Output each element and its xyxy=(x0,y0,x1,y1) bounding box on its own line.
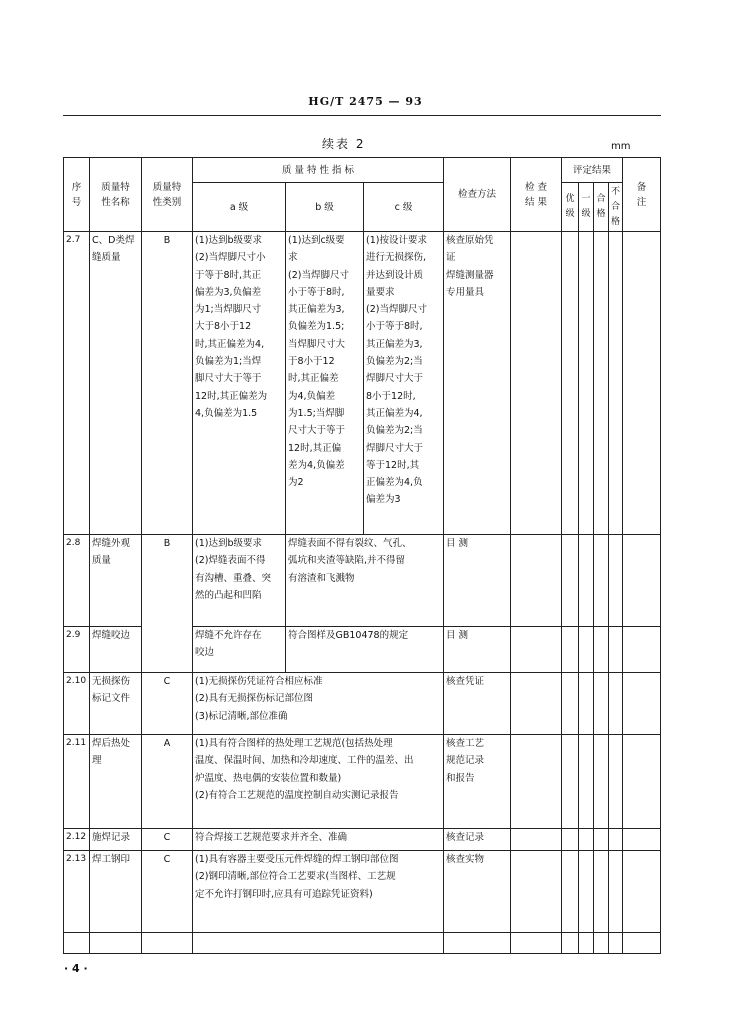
row-eval-excellent xyxy=(562,627,579,673)
row-eval-first xyxy=(579,535,594,627)
row-result xyxy=(511,627,562,673)
row-eval-pass xyxy=(594,851,609,933)
row-category: C xyxy=(142,673,193,735)
row-name: 焊缝咬边 xyxy=(90,627,142,673)
row-eval-pass xyxy=(594,829,609,851)
row-category: A xyxy=(142,735,193,829)
row-eval-first xyxy=(579,673,594,735)
table-row xyxy=(64,829,661,851)
row-result xyxy=(511,232,562,535)
header-eval-first: 一 级 xyxy=(579,183,594,232)
row-method: 核查工艺 规范记录 和报告 xyxy=(444,735,511,829)
header-method: 检查方法 xyxy=(444,158,511,232)
header-eval-excellent: 优 级 xyxy=(562,183,579,232)
header-evaluation: 评定结果 xyxy=(562,158,623,183)
row-remark xyxy=(623,829,661,851)
row-seq: 2.9 xyxy=(64,627,90,673)
row-method: 核查凭证 xyxy=(444,673,511,735)
row-eval-first xyxy=(579,627,594,673)
row-method: 核查记录 xyxy=(444,829,511,851)
empty-cell xyxy=(90,933,142,954)
empty-cell xyxy=(594,933,609,954)
row-method: 核查原始凭 证 焊缝测量器 专用量具 xyxy=(444,232,511,535)
table-row xyxy=(64,735,661,829)
unit-label: mm xyxy=(611,141,631,152)
row-seq: 2.11 xyxy=(64,735,90,829)
header-grade-a: a 级 xyxy=(193,183,286,232)
header-grade-b: b 级 xyxy=(286,183,364,232)
row-name: 焊工钢印 xyxy=(90,851,142,933)
row-eval-first xyxy=(579,851,594,933)
row-grade-abc: (1)具有容器主要受压元件焊缝的焊工钢印部位图 (2)钢印清晰,部位符合工艺要求(当图样、工艺规 定不允许打钢印时,应具有可追踪凭证资料) xyxy=(193,851,444,933)
page-number: · 4 · xyxy=(64,962,88,975)
row-eval-first xyxy=(579,829,594,851)
row-eval-pass xyxy=(594,735,609,829)
row-eval-excellent xyxy=(562,673,579,735)
row-grade-a: (1)达到b级要求 (2)当焊脚尺寸小 于等于8时,其正 偏差为3,负偏差 为1;当焊脚尺寸 大于8小于12 时,其正偏差为4, 负偏差为1;当焊 脚尺寸大于等于 12时,其正偏差为 4,负偏差为1.5 xyxy=(193,232,286,535)
row-grade-abc: 符合焊接工艺规范要求并齐全、准确 xyxy=(193,829,444,851)
row-result xyxy=(511,735,562,829)
row-eval-fail xyxy=(609,735,623,829)
row-eval-first xyxy=(579,232,594,535)
row-eval-excellent xyxy=(562,232,579,535)
row-seq: 2.12 xyxy=(64,829,90,851)
row-category: B xyxy=(142,535,193,673)
row-result xyxy=(511,829,562,851)
row-eval-fail xyxy=(609,673,623,735)
document-code: HG/T 2475 — 93 xyxy=(308,95,423,108)
row-seq: 2.13 xyxy=(64,851,90,933)
row-seq: 2.10 xyxy=(64,673,90,735)
empty-cell xyxy=(511,933,562,954)
header-result: 检 查 结 果 xyxy=(511,158,562,232)
row-eval-excellent xyxy=(562,851,579,933)
row-grade-a: 焊缝不允许存在 咬边 xyxy=(193,627,286,673)
row-grade-bc: 焊缝表面不得有裂纹、气孔、 弧坑和夹渣等缺陷,并不得留 有溶渣和飞溅物 xyxy=(286,535,444,627)
row-name: C、D类焊 缝质量 xyxy=(90,232,142,535)
row-eval-pass xyxy=(594,232,609,535)
row-remark xyxy=(623,232,661,535)
row-eval-fail xyxy=(609,829,623,851)
header-grade-c: c 级 xyxy=(364,183,444,232)
table-row-empty xyxy=(64,933,661,954)
row-eval-excellent xyxy=(562,829,579,851)
row-name: 施焊记录 xyxy=(90,829,142,851)
quality-characteristics-table xyxy=(63,157,661,954)
empty-cell xyxy=(562,933,579,954)
row-grade-bc: 符合图样及GB10478的规定 xyxy=(286,627,444,673)
row-name: 焊后热处 理 xyxy=(90,735,142,829)
row-category: C xyxy=(142,829,193,851)
header-rule xyxy=(63,115,661,116)
empty-cell xyxy=(142,933,193,954)
table-row xyxy=(64,535,661,627)
header-seq: 序 号 xyxy=(64,158,90,232)
empty-cell xyxy=(609,933,623,954)
header-indicators: 质 量 特 性 指 标 xyxy=(193,158,444,183)
row-remark xyxy=(623,535,661,627)
row-eval-excellent xyxy=(562,535,579,627)
header-remark: 备 注 xyxy=(623,158,661,232)
row-eval-fail xyxy=(609,851,623,933)
row-remark xyxy=(623,735,661,829)
row-eval-pass xyxy=(594,673,609,735)
row-method: 目 测 xyxy=(444,627,511,673)
empty-cell xyxy=(444,933,511,954)
row-grade-c: (1)按设计要求 进行无损探伤, 并达到设计质 量要求 (2)当焊脚尺寸 小于等于8时, 其正偏差为3, 负偏差为2;当 焊脚尺寸大于 8小于12时, 其正偏差为4, 负偏差为2;当 焊脚尺寸大于 等于12时,其 正偏差为4,负 偏差为3 xyxy=(364,232,444,535)
empty-cell xyxy=(193,933,444,954)
row-eval-fail xyxy=(609,627,623,673)
empty-cell xyxy=(623,933,661,954)
row-category: B xyxy=(142,232,193,535)
table-row xyxy=(64,851,661,933)
row-remark xyxy=(623,627,661,673)
row-grade-abc: (1)无损探伤凭证符合相应标准 (2)具有无损探伤标记部位图 (3)标记清晰,部位准确 xyxy=(193,673,444,735)
row-eval-first xyxy=(579,735,594,829)
row-eval-excellent xyxy=(562,735,579,829)
row-remark xyxy=(623,673,661,735)
row-eval-fail xyxy=(609,535,623,627)
row-eval-fail xyxy=(609,232,623,535)
row-method: 核查实物 xyxy=(444,851,511,933)
empty-cell xyxy=(64,933,90,954)
row-name: 无损探伤 标记文件 xyxy=(90,673,142,735)
row-eval-pass xyxy=(594,627,609,673)
row-result xyxy=(511,851,562,933)
header-category: 质量特 性类别 xyxy=(142,158,193,232)
row-grade-b: (1)达到c级要 求 (2)当焊脚尺寸 小于等于8时, 其正偏差为3, 负偏差为1.5; 当焊脚尺寸大 于8小于12 时,其正偏差 为4,负偏差 为1.5;当焊脚 尺寸大于等于 12时,其正偏 差为4,负偏差 为2 xyxy=(286,232,364,535)
header-eval-fail: 不 合 格 xyxy=(609,183,623,232)
header-eval-pass: 合 格 xyxy=(594,183,609,232)
row-method: 目 测 xyxy=(444,535,511,627)
row-result xyxy=(511,673,562,735)
table-title: 续表 2 xyxy=(322,137,366,151)
row-grade-a: (1)达到b级要求 (2)焊缝表面不得 有沟槽、重叠、突 然的凸起和凹陷 xyxy=(193,535,286,627)
header-name: 质量特 性名称 xyxy=(90,158,142,232)
row-seq: 2.7 xyxy=(64,232,90,535)
row-result xyxy=(511,535,562,627)
row-seq: 2.8 xyxy=(64,535,90,627)
row-eval-pass xyxy=(594,535,609,627)
row-grade-abc: (1)具有符合图样的热处理工艺规范(包括热处理 温度、保温时间、加热和冷却速度、工件的温差、出 炉温度、热电偶的安装位置和数量) (2)有符合工艺规范的温度控制自动实测记录报告 xyxy=(193,735,444,829)
table-row xyxy=(64,673,661,735)
row-category: C xyxy=(142,851,193,933)
row-name: 焊缝外观 质量 xyxy=(90,535,142,627)
row-remark xyxy=(623,851,661,933)
table-row xyxy=(64,232,661,535)
empty-cell xyxy=(579,933,594,954)
